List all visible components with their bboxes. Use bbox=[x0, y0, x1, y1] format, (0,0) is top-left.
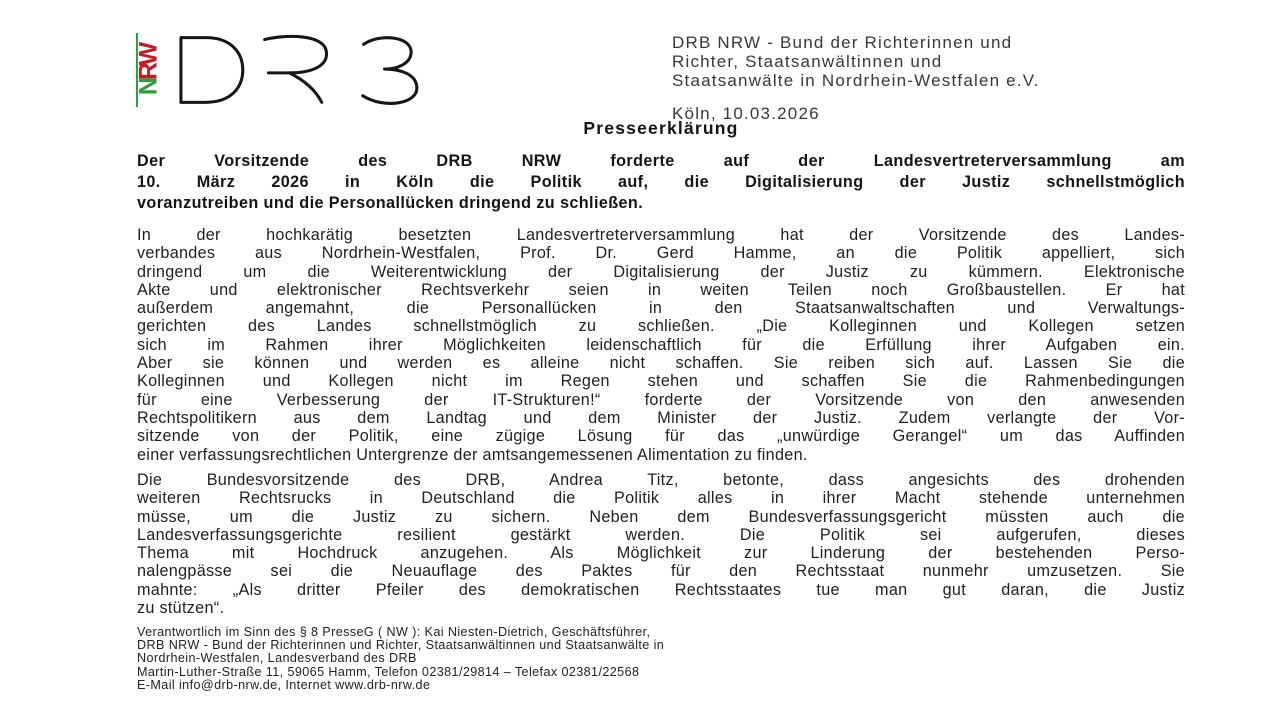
text-line: sich im Rahmen ihrer Möglichkeiten leidenschaftlich für die Erfüllung ihrer Aufgaben ein. bbox=[137, 335, 1185, 354]
text-line: zu stützen“. bbox=[137, 599, 225, 618]
text-line: Kolleginnen und Kollegen nicht im Regen stehen und schaffen Sie die Rahmenbedingungen bbox=[137, 372, 1185, 391]
org-name-lines bbox=[672, 33, 1212, 90]
text-line: In der hochkarätig besetzten Landesvertreterversammlung hat der Vorsitzende des Landes- bbox=[137, 226, 1185, 244]
text-line: Martin-Luther-Straße 11, 59065 Hamm, Telefon 02381/29814 – Telefax 02381/22568 bbox=[137, 664, 640, 679]
letter-d-path bbox=[181, 38, 243, 103]
text-line: Rechtspolitikern aus dem Landtag und dem Minister der Justiz. Zudem verlangte der Vor- bbox=[137, 408, 1185, 427]
text-line: DRB NRW - Bund der Richterinnen und Richter, Staatsanwältinnen und Staatsanwälte in bbox=[137, 638, 665, 653]
text-line: müsse, um die Justiz zu sichern. Neben dem Bundesverfassungsgericht müssten auch die bbox=[137, 507, 1185, 526]
drb-logo bbox=[136, 30, 427, 110]
text-line: Staatsanwälte in Nordrhein-Westfalen e.V. bbox=[672, 71, 1040, 90]
text-line: Die Bundesvorsitzende des DRB, Andrea Titz, betonte, dass angesichts des drohenden bbox=[137, 471, 1185, 489]
text-line: Nordrhein-Westfalen, Landesverband des DRB bbox=[137, 651, 417, 666]
text-line: DRB NRW - Bund der Richterinnen und bbox=[672, 33, 1013, 52]
text-line: mahnte: „Als dritter Pfeiler des demokratischen Rechtsstaates tue man gut daran, die Justiz bbox=[137, 580, 1185, 599]
nrw-letter: N bbox=[134, 80, 163, 96]
text-line: 10. März 2026 in Köln die Politik auf, die Digitalisierung der Justiz schnellstmöglich bbox=[137, 173, 1185, 191]
letter-r-path bbox=[265, 36, 327, 102]
document-title: Presseerklärung bbox=[583, 118, 739, 138]
nrw-vertical-mark bbox=[136, 31, 162, 109]
letterhead-org-block bbox=[672, 33, 1212, 123]
text-line: einer verfassungsrechtlichen Untergrenze der amtsangemessenen Alimentation zu finden. bbox=[137, 445, 808, 464]
text-line: für eine Verbesserung der IT-Strukturen!“ forderte der Vorsitzende von den anwesenden bbox=[137, 390, 1185, 409]
text-line: Landesverfassungsgerichte resilient gestärkt werden. Die Politik sei aufgerufen, dieses bbox=[137, 525, 1185, 544]
text-line: Thema mit Hochdruck anzugehen. Als Möglichkeit zur Linderung der bestehenden Perso- bbox=[137, 544, 1185, 563]
text-line: Verantwortlich im Sinn des § 8 PresseG ( NW ): Kai Niesten-Dietrich, Geschäftsführer, bbox=[137, 625, 651, 639]
text-line: außerdem angemahnt, die Personallücken in den Staatsanwaltschaften und Verwaltungs- bbox=[137, 299, 1185, 318]
text-line: verbandes aus Nordrhein-Westfalen, Prof. Dr. Gerd Hamme, an die Politik appelliert, sich bbox=[137, 244, 1185, 263]
nrw-letter: R bbox=[134, 65, 163, 81]
text-line: voranzutreiben und die Personallücken dringend zu schließen. bbox=[137, 194, 644, 212]
lead-paragraph bbox=[137, 151, 1185, 214]
drb-wordmark bbox=[167, 31, 427, 109]
body-paragraph-2 bbox=[137, 471, 1185, 617]
letter-b-path bbox=[363, 38, 417, 104]
text-line: Aber sie können und werden es alleine nicht schaffen. Sie reiben sich auf. Lassen Sie die bbox=[137, 354, 1185, 373]
text-line: sitzende von der Politik, eine zügige Lösung für das „unwürdige Gerangel“ um das Auffinden bbox=[137, 427, 1185, 446]
text-line: E-Mail info@drb-nrw.de, Internet www.drb-nrw.de bbox=[137, 677, 431, 692]
nrw-letter: W bbox=[134, 44, 163, 66]
text-line: weiteren Rechtsrucks in Deutschland die Politik alles in ihrer Macht stehende unternehmen bbox=[137, 489, 1185, 508]
text-line: dringend um die Weiterentwicklung der Digitalisierung der Justiz zu kümmern. Elektronische bbox=[137, 262, 1185, 281]
text-line: Akte und elektronischer Rechtsverkehr seien in weiten Teilen noch Großbaustellen. Er hat bbox=[137, 280, 1185, 299]
body-paragraph-1 bbox=[137, 226, 1185, 464]
text-line: nalengpässe sei die Neuauflage des Paktes für den Rechtsstaat nunmehr umzusetzen. Sie bbox=[137, 562, 1185, 581]
text-line: gerichten des Landes schnellstmöglich zu schließen. „Die Kolleginnen und Kollegen setzen bbox=[137, 317, 1185, 336]
dateline: Köln, 10.03.2026 bbox=[672, 104, 820, 123]
imprint-footer bbox=[137, 626, 1185, 692]
nrw-vertical-text bbox=[134, 44, 163, 96]
text-line: Richter, Staatsanwältinnen und bbox=[672, 52, 943, 71]
text-line: Der Vorsitzende des DRB NRW forderte auf der Landesvertreterversammlung am bbox=[137, 152, 1185, 170]
